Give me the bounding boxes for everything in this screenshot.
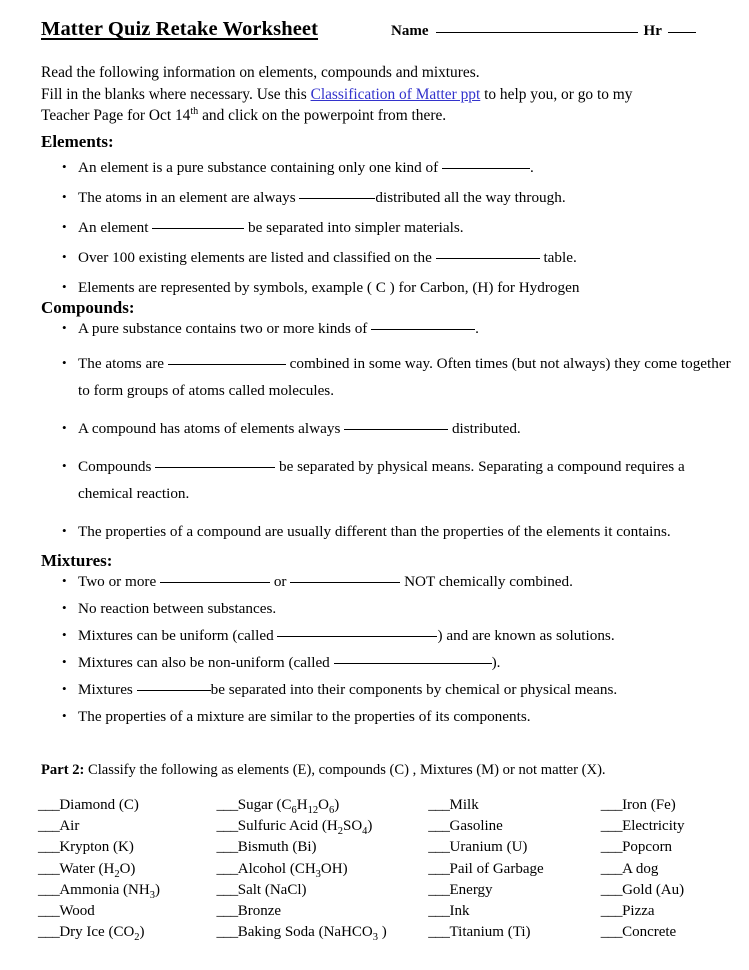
classification-item[interactable]: [601, 816, 738, 837]
answer-blank[interactable]: ___: [600, 839, 623, 856]
item-label: Baking Soda (NaHCO: [237, 924, 373, 941]
item-label: Wood: [59, 903, 95, 920]
answer-blank[interactable]: ___: [428, 839, 450, 856]
item-label: Concrete: [622, 924, 677, 941]
hour-blank-line[interactable]: [668, 32, 696, 33]
answer-blank[interactable]: ___: [216, 797, 238, 813]
classification-item[interactable]: [38, 837, 216, 858]
bullet-text: A compound has atoms of elements always: [78, 420, 345, 437]
item-label: Ink: [449, 903, 470, 920]
classification-item[interactable]: [216, 859, 428, 880]
bullet-item: [41, 319, 731, 339]
item-label: O: [318, 797, 329, 813]
bullet-text: or: [270, 573, 291, 590]
bullet-text: combined in some way. Often times (but not always) they come together to form groups of atoms called molecules.: [78, 355, 731, 399]
bullet-text: Elements are represented by symbols, example ( C ) for Carbon, (H) for Hydrogen: [78, 279, 580, 296]
item-label: Pizza: [622, 903, 655, 920]
classification-item[interactable]: [428, 816, 601, 837]
item-label: Gasoline: [449, 818, 503, 835]
answer-blank[interactable]: ___: [428, 818, 450, 835]
answer-blank[interactable]: ___: [38, 839, 60, 856]
bullet-item: [41, 278, 731, 298]
bullet-text: NOT chemically combined.: [400, 573, 573, 590]
answer-blank[interactable]: ___: [216, 903, 238, 920]
classification-item[interactable]: [38, 816, 216, 837]
item-label: Sulfuric Acid (H: [237, 818, 338, 835]
item-label: Water (H: [59, 860, 115, 877]
answer-blank[interactable]: ___: [600, 924, 623, 941]
answer-blank[interactable]: ___: [428, 797, 450, 813]
name-hour-fields: [391, 23, 696, 40]
bullet-text: ).: [491, 654, 501, 671]
answer-blank[interactable]: ___: [216, 881, 238, 898]
bullet-text: Mixtures: [78, 681, 137, 698]
name-label: Name: [391, 23, 429, 39]
bullet-item: [41, 350, 731, 404]
bullet-text: .: [475, 320, 479, 337]
answer-blank[interactable]: ___: [216, 860, 238, 877]
intro-line-1: Read the following information on elements, compounds and mixtures.: [41, 64, 480, 81]
chemical-subscript: 3: [372, 932, 378, 944]
answer-blank[interactable]: ___: [216, 924, 238, 941]
part2-text: Classify the following as elements (E), compounds (C) , Mixtures (M) or not matter (X).: [84, 762, 606, 778]
answer-blank[interactable]: ___: [38, 860, 60, 877]
chemical-subscript: 3: [315, 868, 321, 880]
fill-in-blank[interactable]: [277, 636, 437, 637]
item-label: ): [367, 818, 373, 835]
bullet-text: distributed all the way through.: [375, 189, 566, 206]
bullet-item: [41, 248, 731, 268]
item-label: ): [378, 924, 387, 941]
classification-item[interactable]: [38, 901, 216, 922]
answer-blank[interactable]: ___: [428, 860, 450, 877]
bullet-text: The properties of a mixture are similar to the properties of its components.: [78, 708, 531, 725]
item-label: Bismuth (Bi): [237, 839, 317, 856]
bullet-item: [41, 653, 731, 673]
bullet-text: Mixtures can be uniform (called: [78, 627, 278, 644]
item-label: ): [334, 797, 340, 813]
bullet-text: Compounds: [78, 458, 156, 475]
bullet-text: be separated into their components by chemical or physical means.: [210, 681, 618, 698]
classification-item[interactable]: [216, 880, 428, 901]
classification-item[interactable]: [601, 859, 738, 880]
page-title: Matter Quiz Retake Worksheet: [41, 18, 319, 40]
bullet-item: [41, 626, 731, 646]
bullet-text: The properties of a compound are usually different than the properties of the elements it contains.: [78, 523, 671, 540]
classification-column: [601, 795, 738, 943]
fill-in-blank[interactable]: [137, 690, 211, 691]
answer-blank[interactable]: ___: [216, 818, 238, 835]
chemical-subscript: 2: [114, 868, 120, 880]
classification-of-matter-link[interactable]: Classification of Matter ppt: [310, 85, 481, 103]
classification-item[interactable]: [216, 795, 428, 816]
intro-line-2-prefix: Fill in the blanks where necessary. Use this: [41, 85, 311, 103]
answer-blank[interactable]: ___: [600, 860, 623, 877]
chemical-subscript: 12: [307, 805, 319, 816]
part2-label: Part 2:: [41, 762, 85, 778]
item-label: Sugar (C: [237, 797, 292, 813]
item-label: ): [154, 881, 160, 898]
bullet-text: A pure substance contains two or more kinds of: [78, 320, 372, 337]
item-label: Pail of Garbage: [449, 860, 544, 877]
bullet-item: [41, 518, 731, 545]
section-compounds: [41, 298, 731, 545]
answer-blank[interactable]: ___: [38, 903, 60, 920]
classification-column: [38, 795, 216, 943]
item-label: Titanium (Ti): [449, 924, 531, 941]
answer-blank[interactable]: ___: [600, 797, 623, 813]
classification-item[interactable]: [38, 859, 216, 880]
bullet-item: [41, 572, 731, 592]
bullet-list: [41, 572, 731, 727]
bullet-list: [41, 158, 731, 298]
item-label: Krypton (K): [59, 839, 134, 856]
classification-item[interactable]: [601, 901, 738, 922]
classification-item[interactable]: [428, 880, 601, 901]
classification-item[interactable]: [216, 901, 428, 922]
classification-item[interactable]: [428, 837, 601, 858]
item-label: H: [296, 797, 308, 813]
chemical-subscript: 2: [134, 932, 140, 944]
item-label: Bronze: [237, 903, 282, 920]
item-label: A dog: [622, 860, 659, 877]
intro-paragraph: [41, 62, 721, 127]
answer-blank[interactable]: ___: [38, 797, 60, 813]
chemical-subscript: 6: [328, 805, 335, 816]
bullet-item: [41, 218, 731, 238]
bullet-text: ) and are known as solutions.: [437, 627, 615, 644]
fill-in-blank[interactable]: [442, 168, 530, 169]
bullet-text: An element: [78, 219, 153, 236]
bullet-text: Mixtures can also be non-uniform (called: [78, 654, 334, 671]
answer-blank[interactable]: ___: [428, 903, 450, 920]
item-label: Diamond (C): [59, 797, 139, 813]
answer-blank[interactable]: ___: [38, 924, 60, 941]
item-label: Popcorn: [622, 839, 673, 856]
item-label: Air: [59, 818, 80, 835]
bullet-text: No reaction between substances.: [78, 600, 277, 617]
document-header: [41, 18, 717, 41]
fill-in-blank[interactable]: [334, 663, 492, 664]
chemical-subscript: 2: [337, 826, 343, 838]
answer-blank[interactable]: ___: [38, 818, 60, 835]
classification-item[interactable]: [216, 837, 428, 858]
item-label: ): [139, 924, 145, 941]
section-heading: Compounds:: [41, 298, 135, 317]
item-label: Gold (Au): [622, 881, 685, 898]
intro-line-2-suffix: to help you, or go to my: [480, 85, 633, 103]
section-mixtures: [41, 551, 731, 727]
bullet-item: [41, 680, 731, 700]
classification-item[interactable]: [428, 922, 601, 943]
item-label: Iron (Fe): [622, 797, 676, 813]
bullet-text: distributed.: [448, 420, 521, 437]
answer-blank[interactable]: ___: [600, 881, 623, 898]
classification-list: [38, 795, 738, 943]
fill-in-blank[interactable]: [168, 364, 286, 365]
classification-column: [428, 795, 601, 943]
item-label: Alcohol (CH: [237, 860, 316, 877]
bullet-text: Two or more: [78, 573, 161, 590]
classification-item[interactable]: [601, 880, 738, 901]
bullet-text: The atoms in an element are always: [78, 189, 300, 206]
item-label: Ammonia (NH: [59, 881, 150, 898]
answer-blank[interactable]: ___: [428, 924, 450, 941]
bullet-text: table.: [539, 249, 577, 266]
bullet-item: [41, 599, 731, 619]
item-label: Milk: [449, 797, 479, 813]
answer-blank[interactable]: ___: [216, 839, 238, 856]
item-label: OH): [320, 860, 348, 877]
item-label: Energy: [449, 881, 493, 898]
answer-blank[interactable]: ___: [38, 881, 60, 898]
bullet-text: Over 100 existing elements are listed and classified on the: [78, 249, 436, 266]
fill-in-blank[interactable]: [160, 582, 270, 583]
item-label: SO: [342, 818, 363, 835]
bullet-text: An element is a pure substance containing only one kind of: [78, 159, 442, 176]
fill-in-blank[interactable]: [436, 258, 540, 259]
bullet-text: The atoms are: [78, 355, 168, 372]
classification-item[interactable]: [601, 795, 738, 816]
fill-in-blank[interactable]: [344, 429, 448, 430]
answer-blank[interactable]: ___: [428, 881, 450, 898]
fill-in-blank[interactable]: [371, 329, 475, 330]
section-heading: Mixtures:: [41, 551, 113, 570]
intro-line-2: [41, 84, 721, 106]
item-label: Uranium (U): [449, 839, 528, 856]
fill-in-blank[interactable]: [152, 228, 244, 229]
bullet-text: .: [530, 159, 534, 176]
classification-column: [216, 795, 428, 943]
chemical-subscript: 6: [291, 805, 297, 816]
bullet-item: [41, 158, 731, 178]
bullet-item: [41, 453, 731, 507]
fill-in-blank[interactable]: [155, 467, 275, 468]
classification-item[interactable]: [38, 880, 216, 901]
bullet-list: [41, 319, 731, 545]
bullet-item: [41, 707, 731, 727]
chemical-subscript: 3: [149, 889, 155, 901]
bullet-text: be separated into simpler materials.: [244, 219, 464, 236]
ordinal-suffix: th: [190, 105, 199, 117]
fill-in-blank[interactable]: [299, 198, 375, 199]
bullet-item: [41, 415, 731, 442]
item-label: Salt (NaCl): [237, 881, 307, 898]
classification-item[interactable]: [216, 816, 428, 837]
classification-item[interactable]: [38, 795, 216, 816]
answer-blank[interactable]: ___: [600, 903, 623, 920]
answer-blank[interactable]: ___: [600, 818, 623, 835]
classification-item[interactable]: [428, 795, 601, 816]
bullet-text: be separated by physical means. Separating a compound requires a chemical reaction.: [78, 458, 685, 502]
fill-in-blank[interactable]: [290, 582, 400, 583]
section-elements: [41, 132, 731, 298]
item-label: Dry Ice (CO: [59, 924, 135, 941]
bullet-item: [41, 188, 731, 208]
classification-item[interactable]: [601, 922, 738, 943]
intro-line-3-suffix: and click on the powerpoint from there.: [198, 107, 447, 124]
intro-line-3: [41, 105, 721, 127]
classification-item[interactable]: [216, 922, 428, 943]
item-label: O): [119, 860, 136, 877]
classification-item[interactable]: [428, 901, 601, 922]
chemical-subscript: 4: [362, 826, 368, 838]
item-label: Electricity: [622, 818, 685, 835]
hour-label: Hr: [643, 23, 662, 39]
section-heading: Elements:: [41, 132, 114, 151]
intro-line-3-prefix: Teacher Page for Oct 14: [41, 107, 191, 124]
name-blank-line[interactable]: [436, 32, 638, 33]
classification-item[interactable]: [428, 859, 601, 880]
part2-instruction: [41, 761, 731, 780]
classification-item[interactable]: [601, 837, 738, 858]
classification-item[interactable]: [38, 922, 216, 943]
